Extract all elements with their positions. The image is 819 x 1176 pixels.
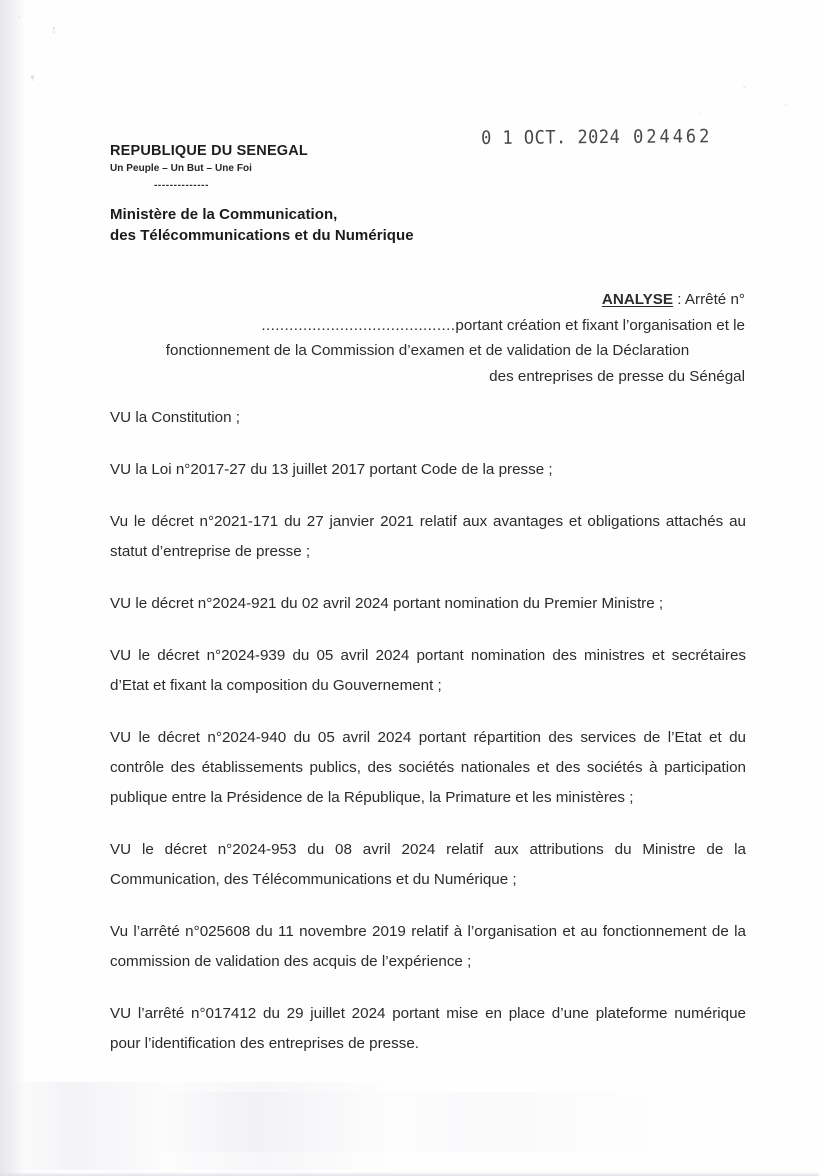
scan-speck: [18, 16, 20, 18]
arrete-number-label: : Arrêté n°: [673, 291, 745, 308]
scan-speck: [785, 104, 787, 106]
stamp-date: 0 1 OCT. 2024: [481, 126, 621, 149]
leader-dots: ..........................................: [261, 316, 456, 334]
scan-edge-shadow-left: [0, 0, 26, 1176]
clause-vu-decret-2024-940: VU le décret n°2024-940 du 05 avril 2024 portant répartition des services de l’Etat et du contrôle des établissements publics, des sociétés nationales et des sociétés à participation publique entre la Présidence de la République, la Primature et les ministères ;: [110, 729, 746, 806]
clause-vu-decret-2021-171: Vu le décret n°2021-171 du 27 janvier 2021 relatif aux avantages et obligations attachés au statut d’entreprise de presse ;: [110, 513, 746, 560]
clause-vu-decret-2024-921: VU le décret n°2024-921 du 02 avril 2024 portant nomination du Premier Ministre ;: [110, 595, 664, 612]
ministry-line-1: Ministère de la Communication,: [110, 205, 338, 223]
scan-speck: [31, 75, 34, 79]
analyse-label: ANALYSE: [601, 291, 674, 308]
dashed-separator: --------------: [154, 179, 210, 191]
clause-vu-arrete-025608: Vu l’arrêté n°025608 du 11 novembre 2019 relatif à l’organisation et au fonctionnement de la commission de validation des acquis de l’expérience ;: [110, 923, 746, 970]
republic-title: REPUBLIQUE DU SENEGAL: [110, 143, 308, 159]
ministry-name: [110, 204, 530, 247]
clause-vu-decret-2024-953: VU le décret n°2024-953 du 08 avril 2024 relatif aux attributions du Ministre de la Communication, des Télécommunications et du Numérique ;: [110, 841, 746, 888]
subject-line-3: fonctionnement de la Commission d’examen et de validation de la Déclaration: [165, 342, 690, 360]
masthead: [110, 144, 530, 247]
scan-speck: [700, 112, 702, 114]
subject-line-2: [110, 313, 745, 339]
stamp-registration-number: 024462: [633, 126, 713, 148]
registry-stamp: [481, 126, 712, 149]
ministry-line-2: des Télécommunications et du Numérique: [110, 227, 414, 245]
scan-edge-shadow-bottom: [0, 1172, 819, 1176]
scan-streak: [0, 1082, 400, 1170]
clause-vu-constitution: VU la Constitution ;: [110, 409, 240, 426]
subject-line-1: [110, 287, 745, 313]
scan-speck: [53, 27, 55, 30]
preamble-clauses: [110, 403, 746, 1059]
subject-line-2-text: portant création et fixant l’organisation et le: [455, 316, 745, 334]
clause-vu-decret-2024-939: VU le décret n°2024-939 du 05 avril 2024 portant nomination des ministres et secrétaires d’Etat et fixant la composition du Gouvernement ;: [110, 647, 746, 694]
scan-speck: [52, 31, 55, 33]
document-subject-block: [110, 287, 745, 389]
subject-line-4: des entreprises de presse du Sénégal: [489, 367, 745, 385]
scan-speck: [32, 79, 34, 81]
scan-speck: [743, 86, 746, 88]
national-motto: Un Peuple – Un But – Une Foi: [110, 162, 252, 174]
clause-vu-loi-2017-27: VU la Loi n°2017-27 du 13 juillet 2017 portant Code de la presse ;: [110, 461, 553, 478]
clause-vu-arrete-017412: VU l’arrêté n°017412 du 29 juillet 2024 portant mise en place d’une plateforme numérique pour l’identification des entreprises de presse.: [110, 1005, 746, 1052]
scan-streak: [150, 1092, 670, 1152]
